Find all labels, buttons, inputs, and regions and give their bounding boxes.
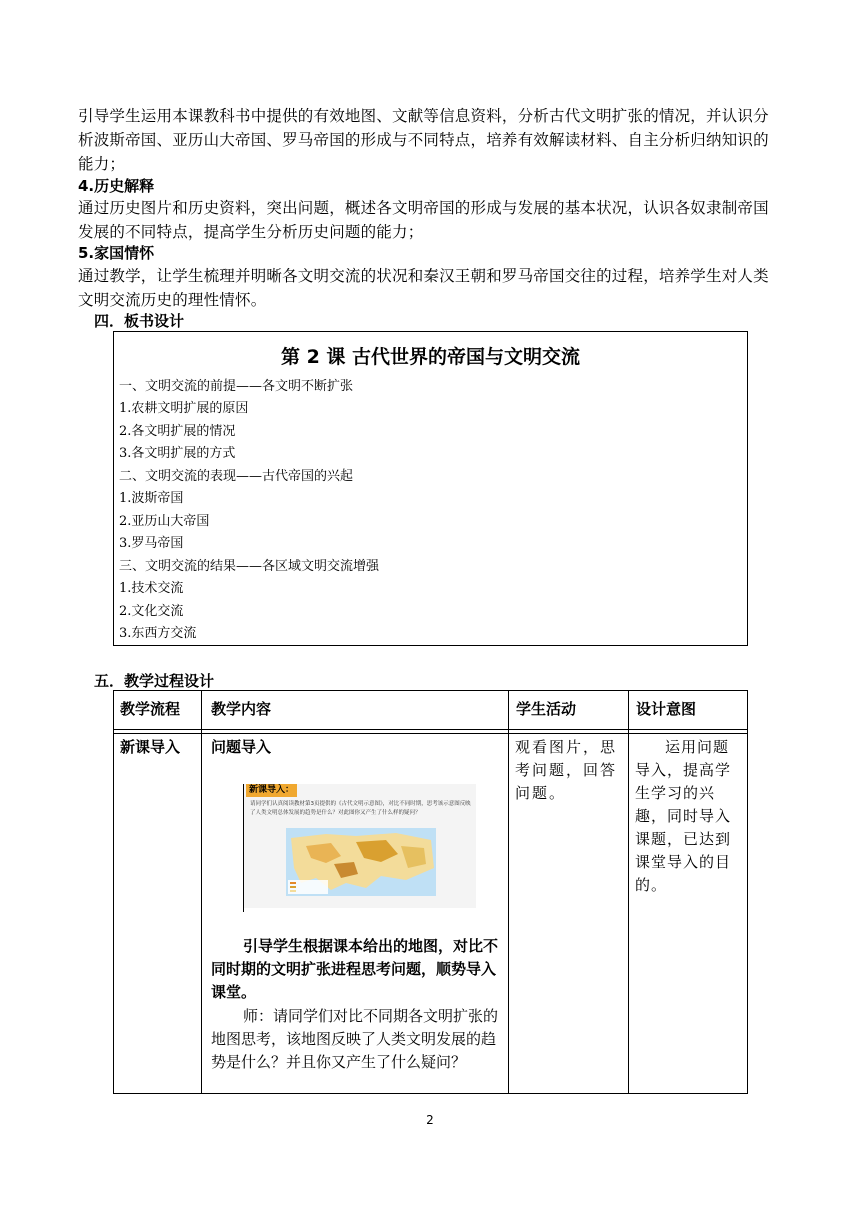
board-title: 第 2 课 古代世界的帝国与文明交流: [280, 346, 581, 368]
board-line: 1.农耕文明扩展的原因: [119, 401, 249, 416]
cell-content-teacher: 师：请同学们对比不同期各文明扩张的地图思考，该地图反映了人类文明发展的趋势是什么？并且你又产生了什么疑问？: [211, 1007, 499, 1071]
board-line: 3.罗马帝国: [119, 536, 184, 551]
board-line: 3.东西方交流: [119, 626, 197, 641]
board-design-box: [113, 331, 748, 646]
board-line: 二、文明交流的表现——古代帝国的兴起: [119, 469, 354, 484]
board-line: 一、文明交流的前提——各文明不断扩张: [119, 379, 354, 394]
map-label: 新课导入：: [246, 784, 297, 797]
section-heading-board-design: 四．板书设计: [94, 312, 185, 330]
section-heading-teaching-process: 五．教学过程设计: [94, 672, 215, 690]
board-line: 3.各文明扩展的方式: [119, 446, 236, 461]
objective-paragraph-3: 引导学生运用本课教科书中提供的有效地图、文献等信息资料，分析古代文明扩张的情况，并认识分析波斯帝国、亚历山大帝国、罗马帝国的形成与不同特点，培养有效解读材料、自主分析归纳知识的能力；: [78, 107, 769, 173]
header-flow: 教学流程: [120, 700, 181, 718]
cell-intent: 运用问题导入，提高学生学习的兴趣，同时导入课题，已达到课堂导入的目的。: [635, 738, 732, 894]
objective-paragraph-5: 通过教学，让学生梳理并明晰各文明交流的状况和秦汉王朝和罗马帝国交往的过程，培养学生对人类文明交流历史的理性情怀。: [78, 267, 769, 309]
cell-activity: 观看图片，思考问题，回答问题。: [515, 738, 618, 802]
board-line: 1.波斯帝国: [119, 491, 184, 506]
cell-flow: 新课导入: [120, 738, 181, 756]
cell-content-guide: 引导学生根据课本给出的地图，对比不同时期的文明扩张进程思考问题，顺势导入课堂。: [211, 937, 499, 1001]
header-activity: 学生活动: [516, 700, 577, 718]
map-caption: 请同学们认真阅读教材第3页提供的《古代文明示意图》，对比不同时期，思考该示意图反映了人类文明总体发展的趋势是什么？对此图你又产生了什么样的疑问？: [250, 801, 471, 816]
board-line: 三、文明交流的结果——各区域文明交流增强: [119, 559, 380, 574]
header-intent: 设计意图: [636, 700, 697, 718]
header-content: 教学内容: [211, 700, 272, 718]
map-graphic: [286, 828, 436, 896]
page-number: 2: [426, 1113, 434, 1127]
board-line: 1.技术交流: [119, 581, 184, 596]
heading-history-interpretation: 4.历史解释: [78, 177, 155, 195]
board-line: 2.文化交流: [119, 604, 184, 619]
heading-national-sentiment: 5.家国情怀: [78, 244, 155, 262]
board-line: 2.亚历山大帝国: [119, 514, 210, 529]
cell-content-title: 问题导入: [211, 738, 272, 756]
board-line: 2.各文明扩展的情况: [119, 424, 236, 439]
objective-paragraph-4: 通过历史图片和历史资料，突出问题，概述各文明帝国的形成与发展的基本状况，认识各奴隶制帝国发展的不同特点，提高学生分析历史问题的能力；: [78, 199, 769, 241]
ancient-civilizations-map-image: [244, 784, 476, 908]
